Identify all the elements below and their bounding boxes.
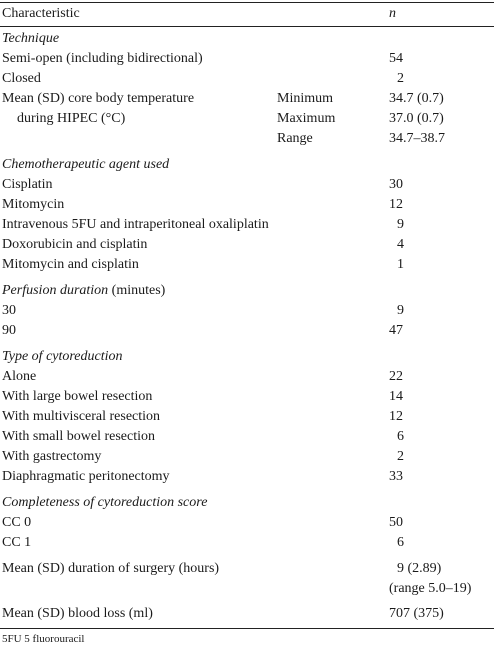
row-value-doxorubicin-cisplatin: 4: [397, 237, 404, 252]
row-label-small-bowel: With small bowel resection: [2, 429, 156, 444]
section-title-cytoreduction: Type of cytoreduction: [2, 349, 123, 364]
row-value-perfusion-30: 9: [397, 303, 404, 318]
row-value-5fu-oxaliplatin: 9: [397, 217, 404, 232]
row-value-blood-loss: 707 (375): [389, 606, 444, 621]
row-label-mitomycin: Mitomycin: [2, 197, 65, 212]
row-label-semi-open: Semi-open (including bidirectional): [2, 51, 203, 66]
row-label-cisplatin: Cisplatin: [2, 177, 53, 192]
row-value-alone: 22: [389, 369, 403, 384]
bottom-rule: [0, 628, 494, 629]
section-title-technique: Technique: [2, 31, 60, 46]
row-value-cc1: 6: [397, 535, 404, 550]
row-label-5fu-oxaliplatin: Intravenous 5FU and intraperitoneal oxaliplatin: [2, 217, 269, 232]
row-value-perfusion-90: 47: [389, 323, 403, 338]
row-label-gastrectomy: With gastrectomy: [2, 449, 102, 464]
row-label-perfusion-30: 30: [2, 303, 16, 318]
row-sublabel-maximum: Maximum: [277, 111, 336, 126]
row-value-surgery-range: (range 5.0–19): [389, 581, 472, 596]
row-label-mitomycin-cisplatin: Mitomycin and cisplatin: [2, 257, 139, 272]
row-value-cisplatin: 30: [389, 177, 403, 192]
footnote: 5FU 5 fluorouracil: [2, 633, 85, 645]
row-value-cc0: 50: [389, 515, 403, 530]
header-rule: [0, 26, 494, 27]
row-value-multivisceral: 12: [389, 409, 403, 424]
row-label-cc0: CC 0: [2, 515, 32, 530]
header-n: n: [389, 6, 396, 21]
row-sublabel-minimum: Minimum: [277, 91, 334, 106]
row-label-peritonectomy: Diaphragmatic peritonectomy: [2, 469, 170, 484]
row-value-mitomycin-cisplatin: 1: [397, 257, 404, 272]
row-label-surgery-duration: Mean (SD) duration of surgery (hours): [2, 561, 220, 576]
row-value-closed: 2: [397, 71, 404, 86]
row-value-range: 34.7–38.7: [389, 131, 445, 146]
section-title-chemo: Chemotherapeutic agent used: [2, 157, 170, 172]
perfusion-title-italic: Perfusion duration: [2, 283, 109, 298]
row-value-gastrectomy: 2: [397, 449, 404, 464]
section-title-completeness: Completeness of cytoreduction score: [2, 495, 208, 510]
perfusion-title-unit: (minutes): [108, 283, 166, 298]
row-value-peritonectomy: 33: [389, 469, 403, 484]
row-label-doxorubicin-cisplatin: Doxorubicin and cisplatin: [2, 237, 148, 252]
row-label-large-bowel: With large bowel resection: [2, 389, 153, 404]
row-label-closed: Closed: [2, 71, 41, 86]
row-value-minimum: 34.7 (0.7): [389, 91, 444, 106]
top-rule: [0, 2, 494, 3]
row-sublabel-range: Range: [277, 131, 313, 146]
row-value-surgery-duration: 9 (2.89): [397, 561, 442, 576]
row-label-temperature-cont: during HIPEC (°C): [17, 111, 126, 126]
row-label-blood-loss: Mean (SD) blood loss (ml): [2, 606, 153, 621]
row-label-multivisceral: With multivisceral resection: [2, 409, 161, 424]
row-value-maximum: 37.0 (0.7): [389, 111, 444, 126]
row-value-large-bowel: 14: [389, 389, 403, 404]
row-label-temperature: Mean (SD) core body temperature: [2, 91, 195, 106]
section-title-perfusion: [2, 283, 165, 299]
row-label-cc1: CC 1: [2, 535, 32, 550]
header-characteristic: Characteristic: [2, 6, 80, 21]
row-label-perfusion-90: 90: [2, 323, 16, 338]
row-value-semi-open: 54: [389, 51, 403, 66]
row-label-alone: Alone: [2, 369, 37, 384]
row-value-mitomycin: 12: [389, 197, 403, 212]
row-value-small-bowel: 6: [397, 429, 404, 444]
